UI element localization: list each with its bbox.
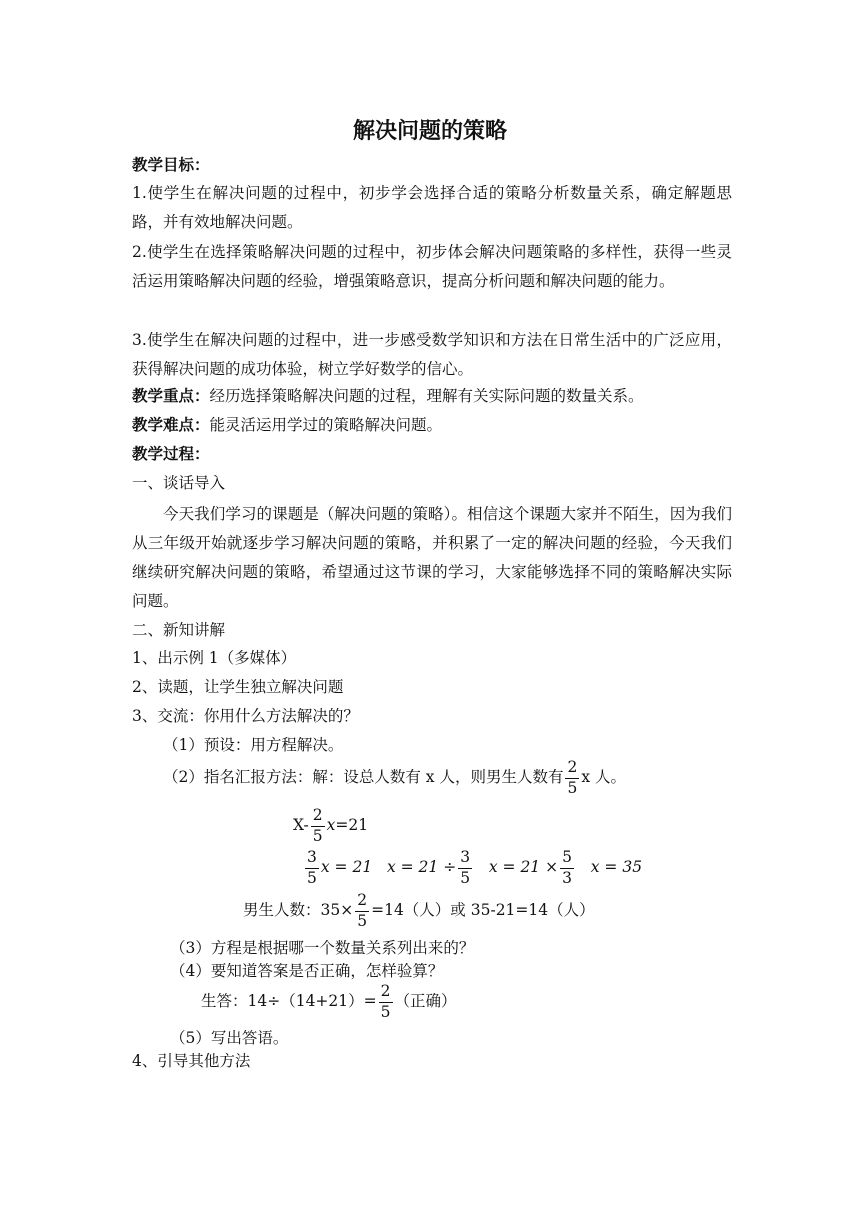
sub-item-2-text: （2）指名汇报方法：解：设总人数有 x 人，则男生人数有 xyxy=(163,768,564,786)
process-heading: 教学过程： xyxy=(132,445,210,463)
check-answer: 生答：14÷（14+21）= $\frac{2}{5}$ （正确） xyxy=(201,982,457,1021)
sub-item-4: （4）要知道答案是否正确，怎样验算？ xyxy=(170,962,444,980)
fraction-two-fifths: $\frac{2}{5}$ xyxy=(312,806,323,845)
equation-2: $\frac{3}{5}$ x = 21 x = 21 ÷ $\frac{3}{5}$ x = 21 × $\frac{5}{3}$ x = 35 xyxy=(307,848,643,887)
fraction-two-fifths: $\frac{2}{5}$ xyxy=(357,891,368,930)
goal-3: 3.使学生在解决问题的过程中，进一步感受数学知识和方法在日常生活中的广泛应用，获得解决问题的成功体验，树立学好数学的信心。 xyxy=(132,331,732,378)
step-1: 1、出示例 1（多媒体） xyxy=(132,649,297,667)
key-point xyxy=(132,385,732,407)
sub-item-2-suffix: x 人。 xyxy=(581,768,627,786)
boys-count: 男生人数：35× $\frac{2}{5}$ =14（人）或 35-21=14（人） xyxy=(243,891,595,930)
section-2-heading: 二、新知讲解 xyxy=(132,621,226,639)
step-2: 2、读题，让学生独立解决问题 xyxy=(132,678,344,696)
sub-item-5: （5）写出答语。 xyxy=(170,1029,289,1047)
key-point-text: 经历选择策略解决问题的过程，理解有关实际问题的数量关系。 xyxy=(209,387,644,405)
sub-item-2 xyxy=(163,760,626,796)
difficulty-text: 能灵活运用学过的策略解决问题。 xyxy=(209,416,443,434)
goals-heading: 教学目标： xyxy=(132,156,210,174)
goal-1: 1.使学生在解决问题的过程中，初步学会选择合适的策略分析数量关系，确定解题思路，并有效地解决问题。 xyxy=(132,184,732,231)
goal-2: 2.使学生在选择策略解决问题的过程中，初步体会解决问题策略的多样性，获得一些灵活运用策略解决问题的经验，增强策略意识，提高分析问题和解决问题的能力。 xyxy=(132,243,732,290)
page-title: 解决问题的策略 xyxy=(352,119,507,144)
difficulty-label: 教学难点： xyxy=(132,416,210,434)
fraction-three-fifths: $\frac{3}{5}$ xyxy=(307,848,317,887)
key-point-label: 教学重点： xyxy=(132,387,210,405)
fraction-five-thirds: $\frac{5}{3}$ xyxy=(562,848,572,887)
sub-item-3: （3）方程是根据哪一个数量关系列出来的？ xyxy=(170,939,475,957)
step-4: 4、引导其他方法 xyxy=(132,1052,251,1070)
fraction-two-fifths: $\frac{2}{5}$ xyxy=(380,982,391,1021)
step-3: 3、交流：你用什么方法解决的？ xyxy=(132,707,359,725)
section-1-heading: 一、谈话导入 xyxy=(132,474,226,492)
fraction-two-fifths: $\frac{2}{5}$ xyxy=(567,758,578,797)
difficulty xyxy=(132,414,732,436)
sub-item-1: （1）预设：用方程解决。 xyxy=(163,736,344,754)
intro-paragraph: 今天我们学习的课题是（解决问题的策略）。相信这个课题大家并不陌生，因为我们从三年级开始就逐步学习解决问题的策略，并积累了一定的解决问题的经验，今天我们继续研究解决问题的策略，希望通过这节课的学习，大家能够选择不同的策略解决实际问题。 xyxy=(132,505,732,610)
fraction-three-fifths: $\frac{3}{5}$ xyxy=(460,848,471,887)
equation-1: X- $\frac{2}{5}$ x=21 xyxy=(293,806,369,845)
